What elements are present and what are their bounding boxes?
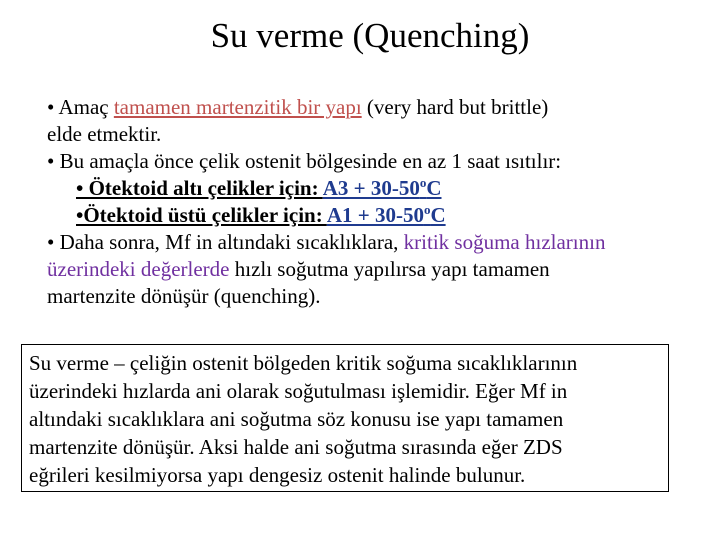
bullet-aim-highlight: tamamen martenzitik bir yapı: [113, 95, 362, 119]
bullet-aim-suffix: (very hard but brittle): [361, 95, 549, 119]
definition-line-2: üzerindeki hızlarda ani olarak soğutulması işlemidir. Eğer Mf in: [29, 379, 568, 403]
bullet-aim: [47, 94, 707, 121]
sub-bullet-hypoeutectoid-value: $A3 + 30-50^oC$: [322, 175, 442, 200]
definition-box: [21, 344, 669, 492]
sub-bullet-hypereutectoid: [47, 202, 707, 229]
definition-line-1: Su verme – çeliğin ostenit bölgeden kritik soğuma sıcaklıklarının: [29, 351, 578, 375]
sub-bullet-hypereutectoid-label: •Ötektoid üstü çelikler için:: [76, 203, 327, 227]
sub-bullet-hypoeutectoid-label: • Ötektoid altı çelikler için:: [76, 176, 323, 200]
bullet-cooling-line2: [47, 256, 707, 283]
bullet-cooling: [47, 229, 707, 256]
bullet-cooling-highlight: kritik soğuma hızlarının: [403, 230, 606, 254]
slide-title: Su verme (Quenching): [210, 16, 530, 55]
definition-line-4: martenzite dönüşür. Aksi halde ani soğutma sırasında eğer ZDS: [29, 435, 563, 459]
bullet-heating: • Bu amaçla önce çelik ostenit bölgesinde en az 1 saat ısıtılır:: [47, 149, 562, 173]
bullet-aim-prefix: • Amaç: [47, 95, 114, 119]
bullet-cooling-line3: martenzite dönüşür (quenching).: [47, 284, 321, 308]
bullet-list: [47, 94, 707, 310]
sub-bullet-hypoeutectoid: [47, 175, 707, 202]
bullet-cooling-prefix: • Daha sonra, Mf in altındaki sıcaklıklara,: [47, 230, 404, 254]
definition-line-3: altındaki sıcaklıklara ani soğutma söz konusu ise yapı tamamen: [29, 407, 564, 431]
definition-term: Su verme: [29, 351, 109, 375]
bullet-aim-line2: elde etmektir.: [47, 122, 162, 146]
bullet-cooling-highlight2: üzerindeki değerlerde: [47, 257, 230, 281]
bullet-cooling-suffix: hızlı soğutma yapılırsa yapı tamamen: [229, 257, 550, 281]
definition-line-5: eğrileri kesilmiyorsa yapı dengesiz ostenit halinde bulunur.: [29, 463, 526, 487]
sub-bullet-hypereutectoid-value: $A1 + 30-50^oC$: [326, 202, 446, 227]
